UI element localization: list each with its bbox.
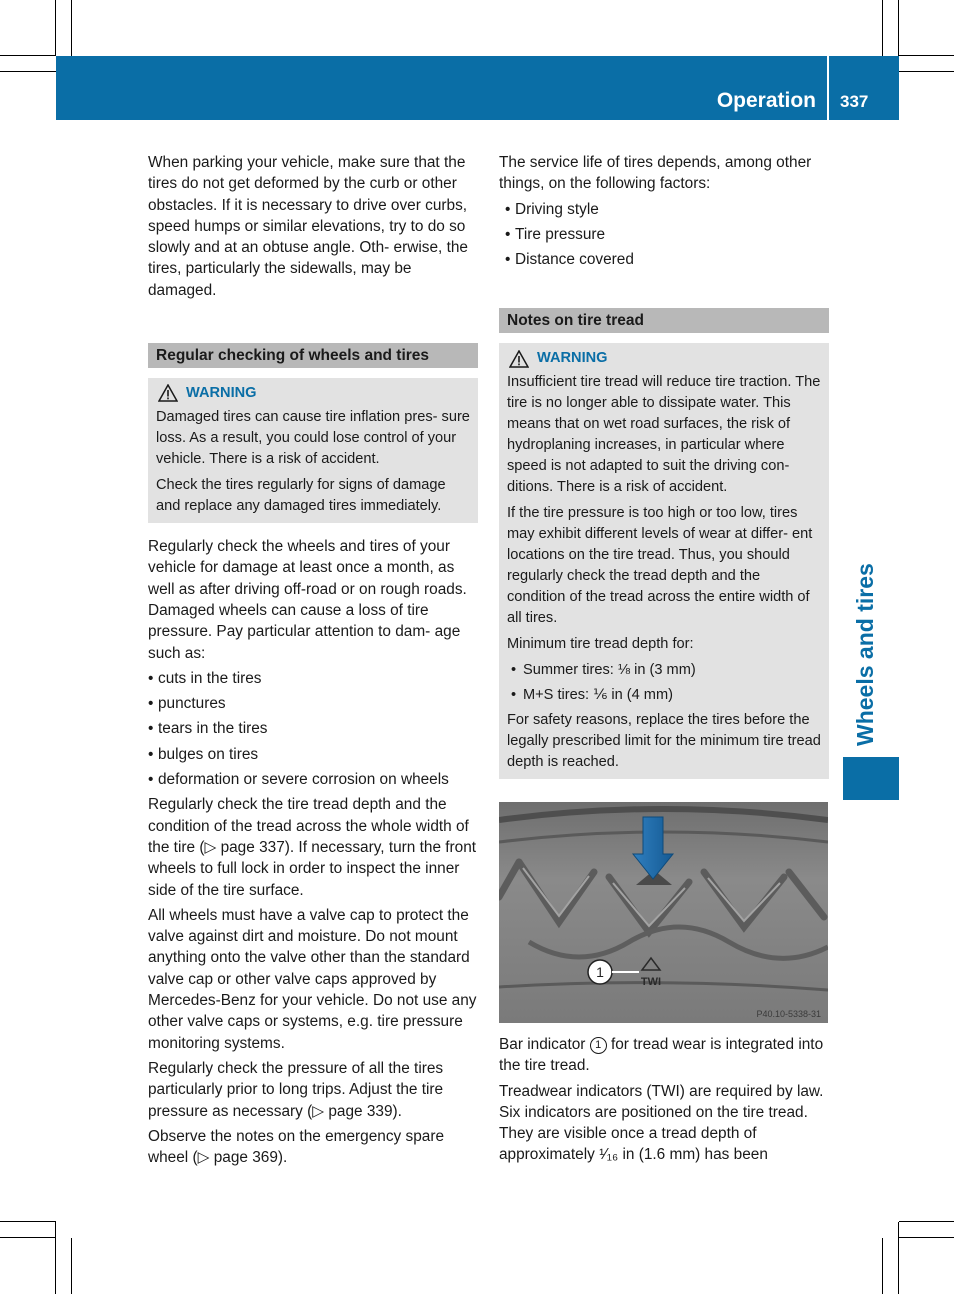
section-heading-tire-tread: Notes on tire tread [499,308,829,333]
caption-text: for tread wear is integrated into the tire tread. [499,1036,824,1075]
list-item: • bulges on tires [148,744,478,765]
crop-mark [71,1238,72,1294]
crop-mark [899,71,954,72]
body-paragraph: Regularly check the tire tread depth and the condition of the tread across the whole width of the tire (▷ page 337). If necessary, turn the front wheels to full lock in order to inspect the inner side of the tire surface. [148,796,477,899]
left-column [148,152,478,1172]
warning-box [148,378,478,523]
list-item: • M+S tires: ⅙ in (4 mm) [507,685,821,706]
list-item: • cuts in the tires [148,668,478,689]
body-paragraph: Observe the notes on the emergency spare wheel (▷ page 369). [148,1127,445,1167]
crop-mark [0,55,56,56]
crop-mark [882,1238,883,1294]
warning-heading [507,346,821,370]
image-caption [499,1034,829,1077]
crop-mark [899,1237,954,1238]
list-item: • Tire pressure [505,224,829,245]
warning-box [499,343,829,779]
list-item: • punctures [148,693,478,714]
crop-mark [898,0,899,56]
header-divider [827,56,829,120]
list-item: • deformation or severe corrosion on wheels [148,769,478,790]
warning-label: WARNING [537,350,608,367]
crop-mark [55,0,56,56]
callout-number-icon: 1 [590,1037,607,1054]
body-paragraph: Treadwear indicators (TWI) are required by law. Six indicators are positioned on the tire tread. They are visible once a tread depth of approximately ¹⁄₁₆ in (1.6 mm) has been [499,1082,824,1164]
crop-mark [882,0,883,56]
crop-mark [899,55,954,56]
page-number: 337 [840,92,869,111]
list-item: • Driving style [505,199,829,220]
crop-mark [899,1221,954,1222]
warning-text: Minimum tire tread depth for: [507,636,694,653]
warning-triangle-icon [158,384,178,402]
header-title: Operation [716,89,816,112]
crop-mark [0,1221,56,1222]
warning-text: Insufficient tire tread will reduce tire traction. The tire is no longer able to dissipate water. This means that on wet road surfaces, the risk of hydroplaning increases, in particular where speed is not adapted to suit the driving con- ditions. There is a risk of accident. [507,374,821,496]
warning-text: If the tire pressure is too high or too low, tires may exhibit different levels of wear at differ- ent locations on the tire tread. Thus, you should regularly check the tread depth and the condition of the tread across the entire width of all tires. [507,505,813,627]
callout-number: 1 [596,964,604,980]
crop-mark [55,1222,56,1294]
warning-label: WARNING [186,385,257,402]
side-tab-label: Wheels and tires [852,563,878,746]
tire-tread-illustration [499,802,828,1023]
list-item: • tears in the tires [148,718,478,739]
right-column-lower [499,1034,829,1170]
body-paragraph: All wheels must have a valve cap to protect the valve against dirt and moisture. Do not mount anything onto the valve other than the standard valve cap or other valve caps approved by Mercedes-Benz for your vehicle. Do not use any other valve caps or systems, e.g. tire pressure monitoring systems. [148,906,477,1052]
crop-mark [0,1237,56,1238]
body-paragraph: Regularly check the wheels and tires of your vehicle for damage at least once a month, as well as after driving off-road or on rough roads. Damaged wheels can cause a loss of tire pressure. Pay particular attention to dam- age such as: [148,538,467,662]
crop-mark [0,71,56,72]
section-heading-regular-checking: Regular checking of wheels and tires [148,343,478,368]
body-paragraph: Regularly check the pressure of all the tires particularly prior to long trips. Adjust the tire pressure as necessary (▷ page 339). [148,1059,444,1120]
warning-heading [156,381,470,405]
body-paragraph: The service life of tires depends, among other things, on the following factors: [499,154,812,193]
caption-text: Bar indicator [499,1036,586,1053]
list-item: • Distance covered [505,249,829,270]
intro-paragraph: When parking your vehicle, make sure that the tires do not get deformed by the curb or other obstacles. If it is necessary to drive over curbs, speed humps or similar elevations, try to do so slowly and at an obtuse angle. Oth- erwise, the tires, particularly the sidewalls, may be damaged. [148,154,468,299]
warning-triangle-icon [509,350,529,368]
crop-mark [71,0,72,56]
warning-text: Check the tires regularly for signs of damage and replace any damaged tires immediately. [156,477,446,515]
right-column [499,152,829,779]
image-code: P40.10-5338-31 [756,1009,821,1019]
warning-text: For safety reasons, replace the tires before the legally prescribed limit for the minimum tire tread depth is reached. [507,712,821,771]
warning-text: Damaged tires can cause tire inflation pres- sure loss. As a result, you could lose control of your vehicle. There is a risk of accident. [156,409,470,468]
twi-label: TWI [640,976,662,988]
crop-mark [898,1222,899,1294]
list-item: • Summer tires: ⅛ in (3 mm) [507,660,821,681]
side-tab-block [843,757,899,800]
